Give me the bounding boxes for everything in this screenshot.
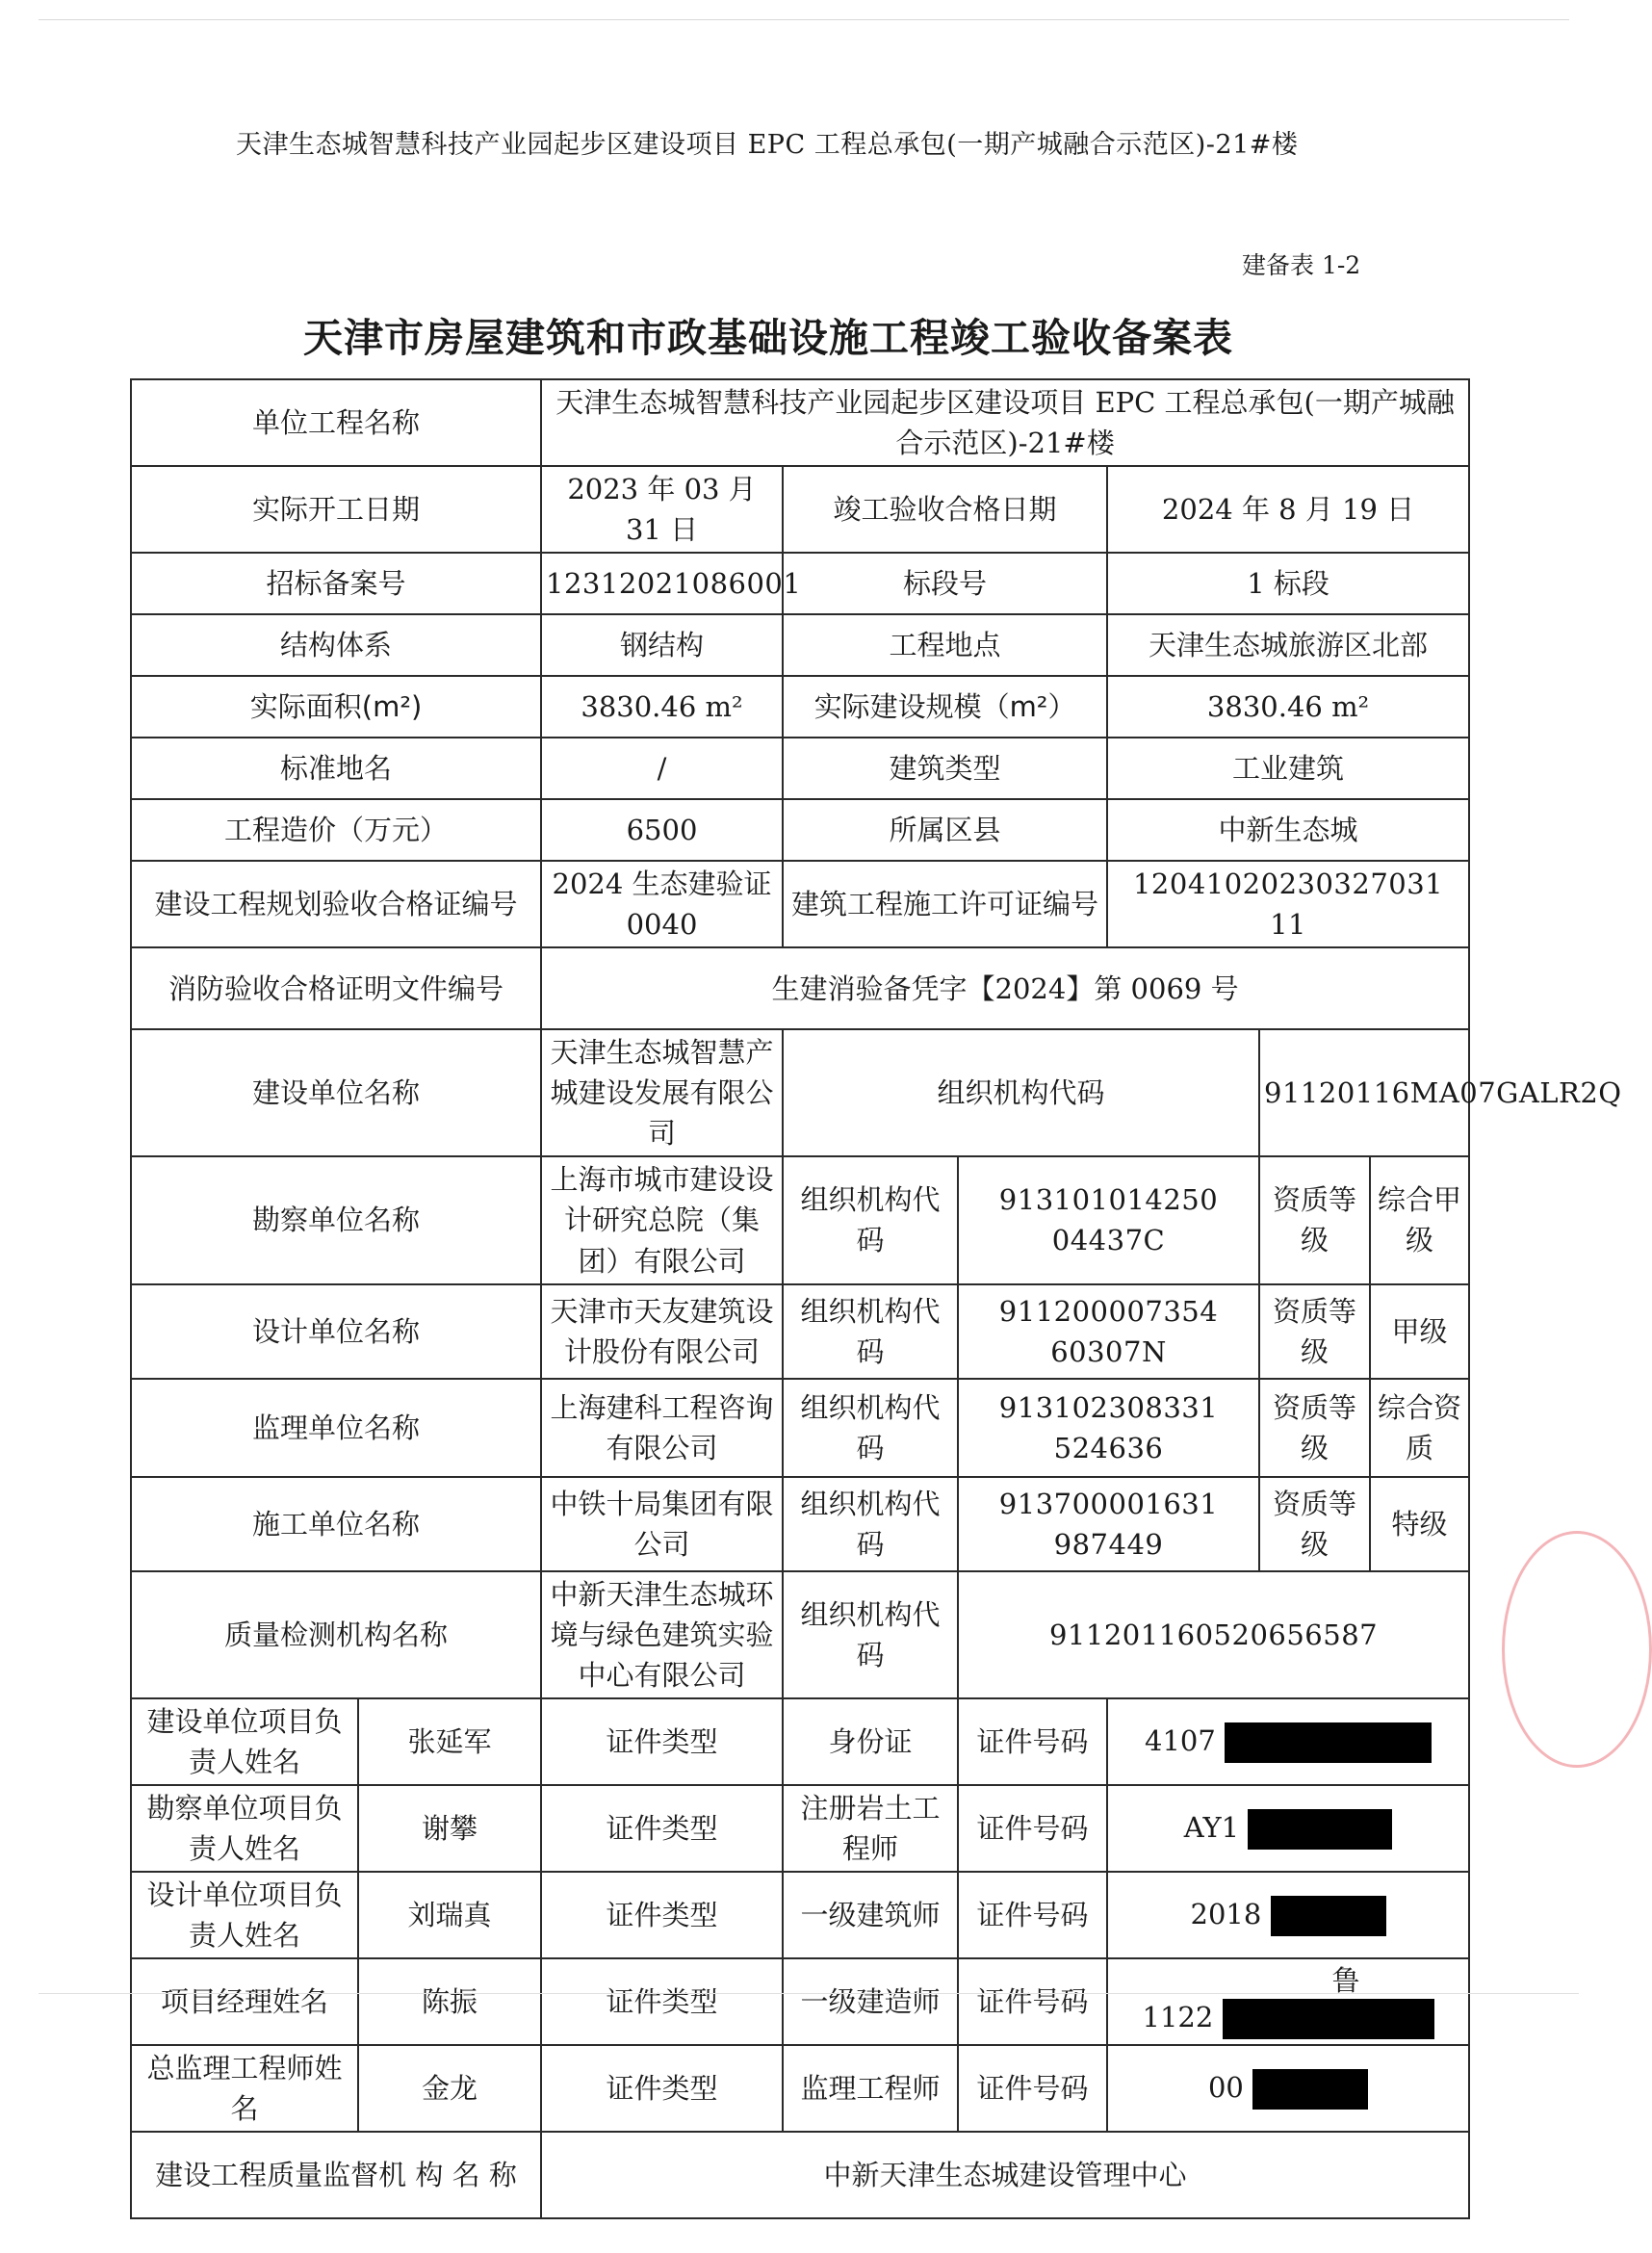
p5-type-label: 证件类型 [541, 2045, 783, 2132]
accept-date-value: 2024 年 8 月 19 日 [1107, 466, 1469, 553]
p1-no-label: 证件号码 [958, 1698, 1107, 1785]
monitor-label: 建设工程质量监督机 构 名 称 [131, 2132, 541, 2218]
row-dates [131, 466, 1469, 553]
owner-code-value: 91120116MA07GALR2Q [1259, 1029, 1469, 1156]
owner-label: 建设单位名称 [131, 1029, 541, 1156]
row-cost [131, 799, 1469, 861]
section-label: 标段号 [783, 553, 1107, 614]
section-value: 1 标段 [1107, 553, 1469, 614]
p2-type-value: 注册岩土工程师 [783, 1785, 958, 1872]
redaction-bar [1223, 1999, 1434, 2039]
p5-name: 金龙 [358, 2045, 541, 2132]
p2-no-label: 证件号码 [958, 1785, 1107, 1872]
p4-name: 陈振 [358, 1958, 541, 2045]
construct-label: 施工单位名称 [131, 1477, 541, 1571]
p2-label: 勘察单位项目负责人姓名 [131, 1785, 358, 1872]
redaction-bar [1271, 1896, 1386, 1936]
row-construct [131, 1477, 1469, 1571]
row-person-survey [131, 1785, 1469, 1872]
monitor-value: 中新天津生态城建设管理中心 [541, 2132, 1469, 2218]
supervise-qual-value: 综合资质 [1370, 1379, 1469, 1477]
design-code-value: 911200007354 60307N [958, 1284, 1259, 1379]
start-date-value: 2023 年 03 月 31 日 [541, 466, 783, 553]
p1-type-label: 证件类型 [541, 1698, 783, 1785]
qc-code-label: 组织机构代码 [783, 1571, 958, 1698]
row-owner [131, 1029, 1469, 1156]
scale-value: 3830.46 m² [1107, 676, 1469, 738]
row-monitor [131, 2132, 1469, 2218]
cost-label: 工程造价（万元） [131, 799, 541, 861]
p3-label: 设计单位项目负责人姓名 [131, 1872, 358, 1958]
p4-no-value: 1122 [1142, 2001, 1214, 2034]
std-name-label: 标准地名 [131, 738, 541, 799]
row-fire [131, 947, 1469, 1029]
p4-no-label: 证件号码 [958, 1958, 1107, 2045]
build-type-label: 建筑类型 [783, 738, 1107, 799]
p3-type-value: 一级建筑师 [783, 1872, 958, 1958]
construct-code-value: 913700001631 987449 [958, 1477, 1259, 1571]
row-person-chief-supervisor [131, 2045, 1469, 2132]
row-design [131, 1284, 1469, 1379]
row-person-design [131, 1872, 1469, 1958]
p2-name: 谢攀 [358, 1785, 541, 1872]
build-type-value: 工业建筑 [1107, 738, 1469, 799]
row-person-owner [131, 1698, 1469, 1785]
survey-label: 勘察单位名称 [131, 1156, 541, 1283]
row-qc [131, 1571, 1469, 1698]
fire-value: 生建消验备凭字【2024】第 0069 号 [541, 947, 1469, 1029]
redaction-bar [1248, 1809, 1392, 1850]
district-value: 中新生态城 [1107, 799, 1469, 861]
owner-code-label: 组织机构代码 [783, 1029, 1259, 1156]
p1-type-value: 身份证 [783, 1698, 958, 1785]
cost-value: 6500 [541, 799, 783, 861]
p3-name: 刘瑞真 [358, 1872, 541, 1958]
design-qual-value: 甲级 [1370, 1284, 1469, 1379]
bid-no-value: 12312021086001 [541, 553, 783, 614]
owner-value: 天津生态城智慧产城建设发展有限公司 [541, 1029, 783, 1156]
p1-no-value: 4107 [1145, 1723, 1216, 1757]
unit-name-label: 单位工程名称 [131, 379, 541, 466]
row-survey [131, 1156, 1469, 1283]
supervise-qual-label: 资质等级 [1259, 1379, 1370, 1477]
filing-form-table [130, 378, 1622, 2219]
p3-no-value: 2018 [1190, 1897, 1262, 1930]
p2-type-label: 证件类型 [541, 1785, 783, 1872]
row-person-manager [131, 1958, 1469, 2045]
location-label: 工程地点 [783, 614, 1107, 676]
start-date-label: 实际开工日期 [131, 466, 541, 553]
p5-type-value: 监理工程师 [783, 2045, 958, 2132]
document-title: 天津市房屋建筑和市政基础设施工程竣工验收备案表 [303, 315, 1233, 361]
p1-name: 张延军 [358, 1698, 541, 1785]
permit-value: 12041020230327031 11 [1107, 861, 1469, 947]
design-label: 设计单位名称 [131, 1284, 541, 1379]
supervise-code-value: 913102308331 524636 [958, 1379, 1259, 1477]
p5-no-label: 证件号码 [958, 2045, 1107, 2132]
design-value: 天津市天友建筑设计股份有限公司 [541, 1284, 783, 1379]
p3-no-label: 证件号码 [958, 1872, 1107, 1958]
structure-label: 结构体系 [131, 614, 541, 676]
p4-type-label: 证件类型 [541, 1958, 783, 2045]
p2-no-cell [1107, 1785, 1469, 1872]
p5-label: 总监理工程师姓名 [131, 2045, 358, 2132]
qc-code-value: 911201160520656587 [958, 1571, 1469, 1698]
p1-no-cell [1107, 1698, 1469, 1785]
top-border-line [39, 19, 1569, 20]
scan-edge-line [39, 1993, 1579, 1994]
construct-qual-label: 资质等级 [1259, 1477, 1370, 1571]
p4-label: 项目经理姓名 [131, 1958, 358, 2045]
row-bid [131, 553, 1469, 614]
area-label: 实际面积(m²) [131, 676, 541, 738]
page-header: 天津生态城智慧科技产业园起步区建设项目 EPC 工程总承包(一期产城融合示范区)-21#楼 [236, 130, 1299, 160]
row-supervise [131, 1379, 1469, 1477]
design-qual-label: 资质等级 [1259, 1284, 1370, 1379]
redaction-bar [1225, 1722, 1432, 1763]
p2-no-value: AY1 [1183, 1810, 1240, 1844]
redaction-bar [1252, 2069, 1368, 2110]
district-label: 所属区县 [783, 799, 1107, 861]
row-area [131, 676, 1469, 738]
supervise-value: 上海建科工程咨询有限公司 [541, 1379, 783, 1477]
survey-value: 上海市城市建设设计研究总院（集团）有限公司 [541, 1156, 783, 1283]
supervise-code-label: 组织机构代码 [783, 1379, 958, 1477]
bid-no-label: 招标备案号 [131, 553, 541, 614]
p3-type-label: 证件类型 [541, 1872, 783, 1958]
form-number: 建备表 1-2 [1242, 251, 1361, 279]
row-unit-name [131, 379, 1469, 466]
supervise-label: 监理单位名称 [131, 1379, 541, 1477]
p5-no-cell [1107, 2045, 1469, 2132]
area-value: 3830.46 m² [541, 676, 783, 738]
construct-value: 中铁十局集团有限公司 [541, 1477, 783, 1571]
red-seal-stamp [1502, 1531, 1652, 1768]
survey-code-value: 913101014250 04437C [958, 1156, 1259, 1283]
permit-label: 建筑工程施工许可证编号 [783, 861, 1107, 947]
qc-value: 中新天津生态城环境与绿色建筑实验中心有限公司 [541, 1571, 783, 1698]
plan-cert-value: 2024 生态建验证 0040 [541, 861, 783, 947]
structure-value: 钢结构 [541, 614, 783, 676]
unit-name-value: 天津生态城智慧科技产业园起步区建设项目 EPC 工程总承包(一期产城融合示范区)-21#楼 [541, 379, 1469, 466]
std-name-value: / [541, 738, 783, 799]
p1-label: 建设单位项目负责人姓名 [131, 1698, 358, 1785]
p4-type-value: 一级建造师 [783, 1958, 958, 2045]
fire-label: 消防验收合格证明文件编号 [131, 947, 541, 1029]
p3-no-cell [1107, 1872, 1469, 1958]
row-std-name [131, 738, 1469, 799]
p5-no-value: 00 [1207, 2071, 1244, 2105]
accept-date-label: 竣工验收合格日期 [783, 466, 1107, 553]
p4-no-cell [1107, 1958, 1469, 2045]
survey-qual-label: 资质等级 [1259, 1156, 1370, 1283]
construct-qual-value: 特级 [1370, 1477, 1469, 1571]
location-value: 天津生态城旅游区北部 [1107, 614, 1469, 676]
row-structure [131, 614, 1469, 676]
construct-code-label: 组织机构代码 [783, 1477, 958, 1571]
scale-label: 实际建设规模（m²） [783, 676, 1107, 738]
design-code-label: 组织机构代码 [783, 1284, 958, 1379]
p4-no-prefix: 鲁 [1331, 1963, 1360, 1997]
survey-qual-value: 综合甲级 [1370, 1156, 1469, 1283]
qc-label: 质量检测机构名称 [131, 1571, 541, 1698]
survey-code-label: 组织机构代码 [783, 1156, 958, 1283]
plan-cert-label: 建设工程规划验收合格证编号 [131, 861, 541, 947]
row-certificates [131, 861, 1469, 947]
